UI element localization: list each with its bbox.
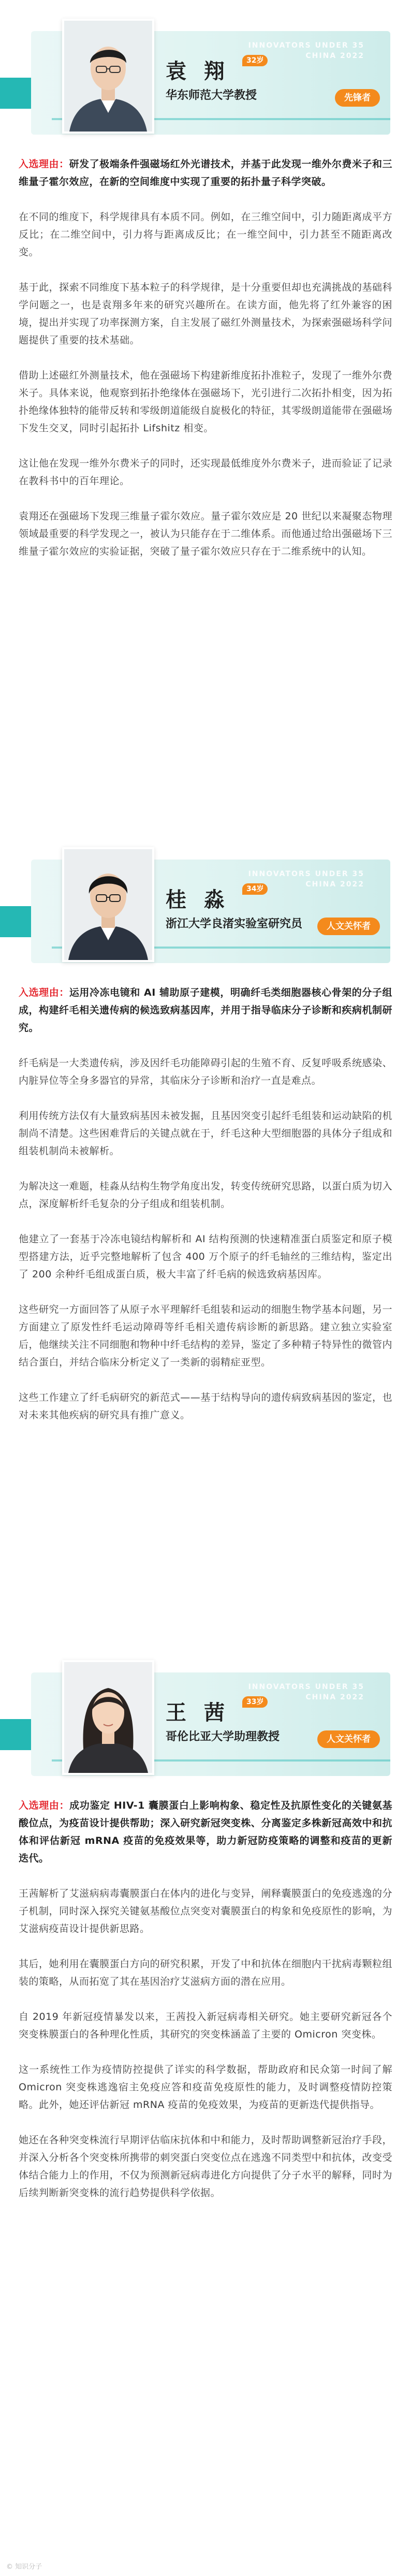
name-row [166, 56, 264, 86]
reason-text: 研发了极端条件强磁场红外光谱技术，并基于此发现一维外尔费米子和三维量子霍尔效应，在新的空间维度中实现了重要的拓扑量子科学突破。 [19, 158, 392, 187]
name-row [166, 1698, 264, 1727]
person-title: 浙江大学良渚实验室研究员 [166, 918, 303, 930]
portrait-photo [62, 19, 154, 134]
paragraph: 这些工作建立了纤毛病研究的新范式——基于结构导向的遗传病致病基因的鉴定，也对未来其他疾病的研究具有推广意义。 [19, 1392, 392, 1421]
selection-reason [19, 984, 392, 1037]
profile-header-yuan [0, 0, 411, 155]
portrait-photo [62, 1660, 154, 1775]
portrait-photo [62, 847, 154, 962]
category-tag: 人文关怀者 [317, 1730, 380, 1748]
profile-body-wang [19, 1797, 392, 2202]
footer-credit: © 知识分子 [6, 2563, 42, 2571]
selection-reason [19, 155, 392, 191]
paragraph: 这一系统性工作为疫情防控提供了详实的科学数据，帮助政府和民众第一时间了解 Omicron 突变株逃逸宿主免疫应答和疫苗免疫原性的能力，及时调整疫情防控策略。此外，她还评估新冠 mRNA 疫苗的免疫效果，为疫苗的更新迭代提供指导。 [19, 2064, 392, 2111]
paragraph: 他建立了一套基于冷冻电镜结构解析和 AI 结构预测的快速精准蛋白质鉴定和原子模型搭建方法，近乎完整地解析了包含 400 万个原子的纤毛轴丝的三维结构，鉴定出了 200 余种纤毛组成蛋白质，极大丰富了纤毛病的候选致病基因库。 [19, 1233, 392, 1280]
name-row [166, 885, 264, 914]
paragraph: 这些研究一方面回答了从原子水平理解纤毛组装和运动的细胞生物学基本问题，另一方面建立了原发性纤毛运动障碍等纤毛相关遗传病诊断的新思路。建立独立实验室后，他继续关注不同细胞和物种中纤毛结构的差异，鉴定了多种精子特异性的微管内结合蛋白，并结合临床分析定义了一类新的弱精症亚型。 [19, 1304, 392, 1368]
header-watermark: INNOVATORS UNDER 35 CHINA 2022 [248, 870, 364, 889]
age-badge: 33岁 [242, 1696, 268, 1708]
header-watermark: INNOVATORS UNDER 35 CHINA 2022 [248, 41, 364, 60]
paragraph: 在不同的维度下，科学规律具有本质不同。例如，在三维空间中，引力随距离成平方反比；在二维空间中，引力将与距离成反比；在一维空间中，引力甚至不随距离改变。 [19, 211, 392, 258]
reason-lead: 入选理由： [19, 1800, 70, 1811]
paragraph: 她还在各种突变株流行早期评估临床抗体和中和能力，及时帮助调整新冠治疗手段，并深入分析各个突变株所携带的刺突蛋白突变位点在逃逸不同类型中和抗体，改变受体结合能力上的作用，不仅为预测新冠病毒进化方向提供了分子水平的解释，同时为后续判断新突变株的流行趋势提供科学依据。 [19, 2134, 392, 2199]
selection-reason [19, 1797, 392, 1867]
reason-text: 运用冷冻电镜和 AI 辅助原子建模，明确纤毛类细胞器核心骨架的分子组成，构建纤毛相关遗传病的候选致病基因库，并用于指导临床分子诊断和疾病机制研究。 [19, 987, 392, 1034]
age-badge: 32岁 [242, 55, 268, 66]
profile-header-gui [0, 828, 411, 984]
category-tag: 先锋者 [335, 89, 380, 107]
person-name: 袁 翔 [166, 59, 230, 83]
profile-body-gui [19, 984, 392, 1424]
paragraph: 利用传统方法仅有大量致病基因未被发掘，且基因突变引起纤毛组装和运动缺陷的机制尚不清楚。这些困难背后的关键点就在于，纤毛这种大型细胞器的具体分子组成和组装机制尚未被解析。 [19, 1110, 392, 1157]
paragraph: 自 2019 年新冠疫情暴发以来，王茜投入新冠病毒相关研究。她主要研究新冠各个突变株膜蛋白的各种理化性质，其研究的突变株涵盖了主要的 Omicron 突变株。 [19, 2011, 392, 2040]
age-badge: 34岁 [242, 883, 268, 895]
reason-text: 成功鉴定 HIV-1 囊膜蛋白上影响构象、稳定性及抗原性变化的关键氨基酸位点，为疫苗设计提供帮助；深入研究新冠突变株、分离鉴定多株新冠高效中和抗体和评估新冠 mRNA 疫苗的免疫效果等，助力新冠防疫策略的调整和疫苗的更新迭代。 [19, 1800, 392, 1864]
paragraph: 其后，她利用在囊膜蛋白方向的研究积累，开发了中和抗体在细胞内干扰病毒颗粒组装的策略，从而拓宽了其在基因治疗艾滋病方面的潜在应用。 [19, 1958, 392, 1987]
header-watermark: INNOVATORS UNDER 35 CHINA 2022 [248, 1683, 364, 1701]
paragraph: 袁翔还在强磁场下发现三维量子霍尔效应。量子霍尔效应是 20 世纪以来凝聚态物理领域最重要的科学发现之一，被认为只能存在于二维体系。而他通过给出强磁场下三维量子霍尔效应的实验证据，突破了量子霍尔效应只存在于二维系统中的认知。 [19, 511, 392, 557]
reason-lead: 入选理由： [19, 158, 69, 170]
paragraph: 借助上述磁红外测量技术，他在强磁场下构建新维度拓扑准粒子，发现了一维外尔费米子。具体来说，他观察到拓扑绝缘体在强磁场下，光引进行二次拓扑相变，因为拓扑绝缘体独特的能带反转和零级朗道能级自旋极化的特征，其零级朗道能带在强磁场下发生交叉，同时引起拓扑 Lifshitz 相变。 [19, 370, 392, 434]
profile-header-wang [0, 1641, 411, 1797]
paragraph: 纤毛病是一大类遗传病，涉及因纤毛功能障碍引起的生殖不育、反复呼吸系统感染、内脏异位等全身多器官的异常，其临床分子诊断和治疗一直是难点。 [19, 1057, 392, 1086]
person-title: 哥伦比亚大学助理教授 [166, 1730, 280, 1743]
person-name: 桂 淼 [166, 887, 230, 912]
reason-lead: 入选理由： [19, 987, 69, 998]
paragraph: 王茜解析了艾滋病病毒囊膜蛋白在体内的进化与变异，阐释囊膜蛋白的免疫逃逸的分子机制，同时深入探究关键氨基酸位点突变对囊膜蛋白的构象和免疫原性的影响，为艾滋病疫苗设计提供新思路。 [19, 1888, 392, 1934]
paragraph: 为解决这一难题，桂淼从结构生物学角度出发，转变传统研究思路，以蛋白质为切入点，深度解析纤毛复杂的分子组成和组装机制。 [19, 1181, 392, 1210]
person-title: 华东师范大学教授 [166, 89, 257, 102]
paragraph: 这让他在发现一维外尔费米子的同时，还实现最低维度外尔费米子，进而验证了记录在教科书中的百年理论。 [19, 458, 392, 487]
profile-body-yuan [19, 155, 392, 560]
paragraph: 基于此，探索不同维度下基本粒子的科学规律，是十分重要但却也充满挑战的基础科学问题之一，也是袁翔多年来的研究兴趣所在。在读方面，他先将了红外兼容的困境，提出并实现了功率探测方案，自主发展了磁红外测量技术，为探索强磁场科学问题提供了重要的技术基础。 [19, 282, 392, 346]
category-tag: 人文关怀者 [317, 918, 380, 935]
person-name: 王 茜 [166, 1700, 230, 1725]
